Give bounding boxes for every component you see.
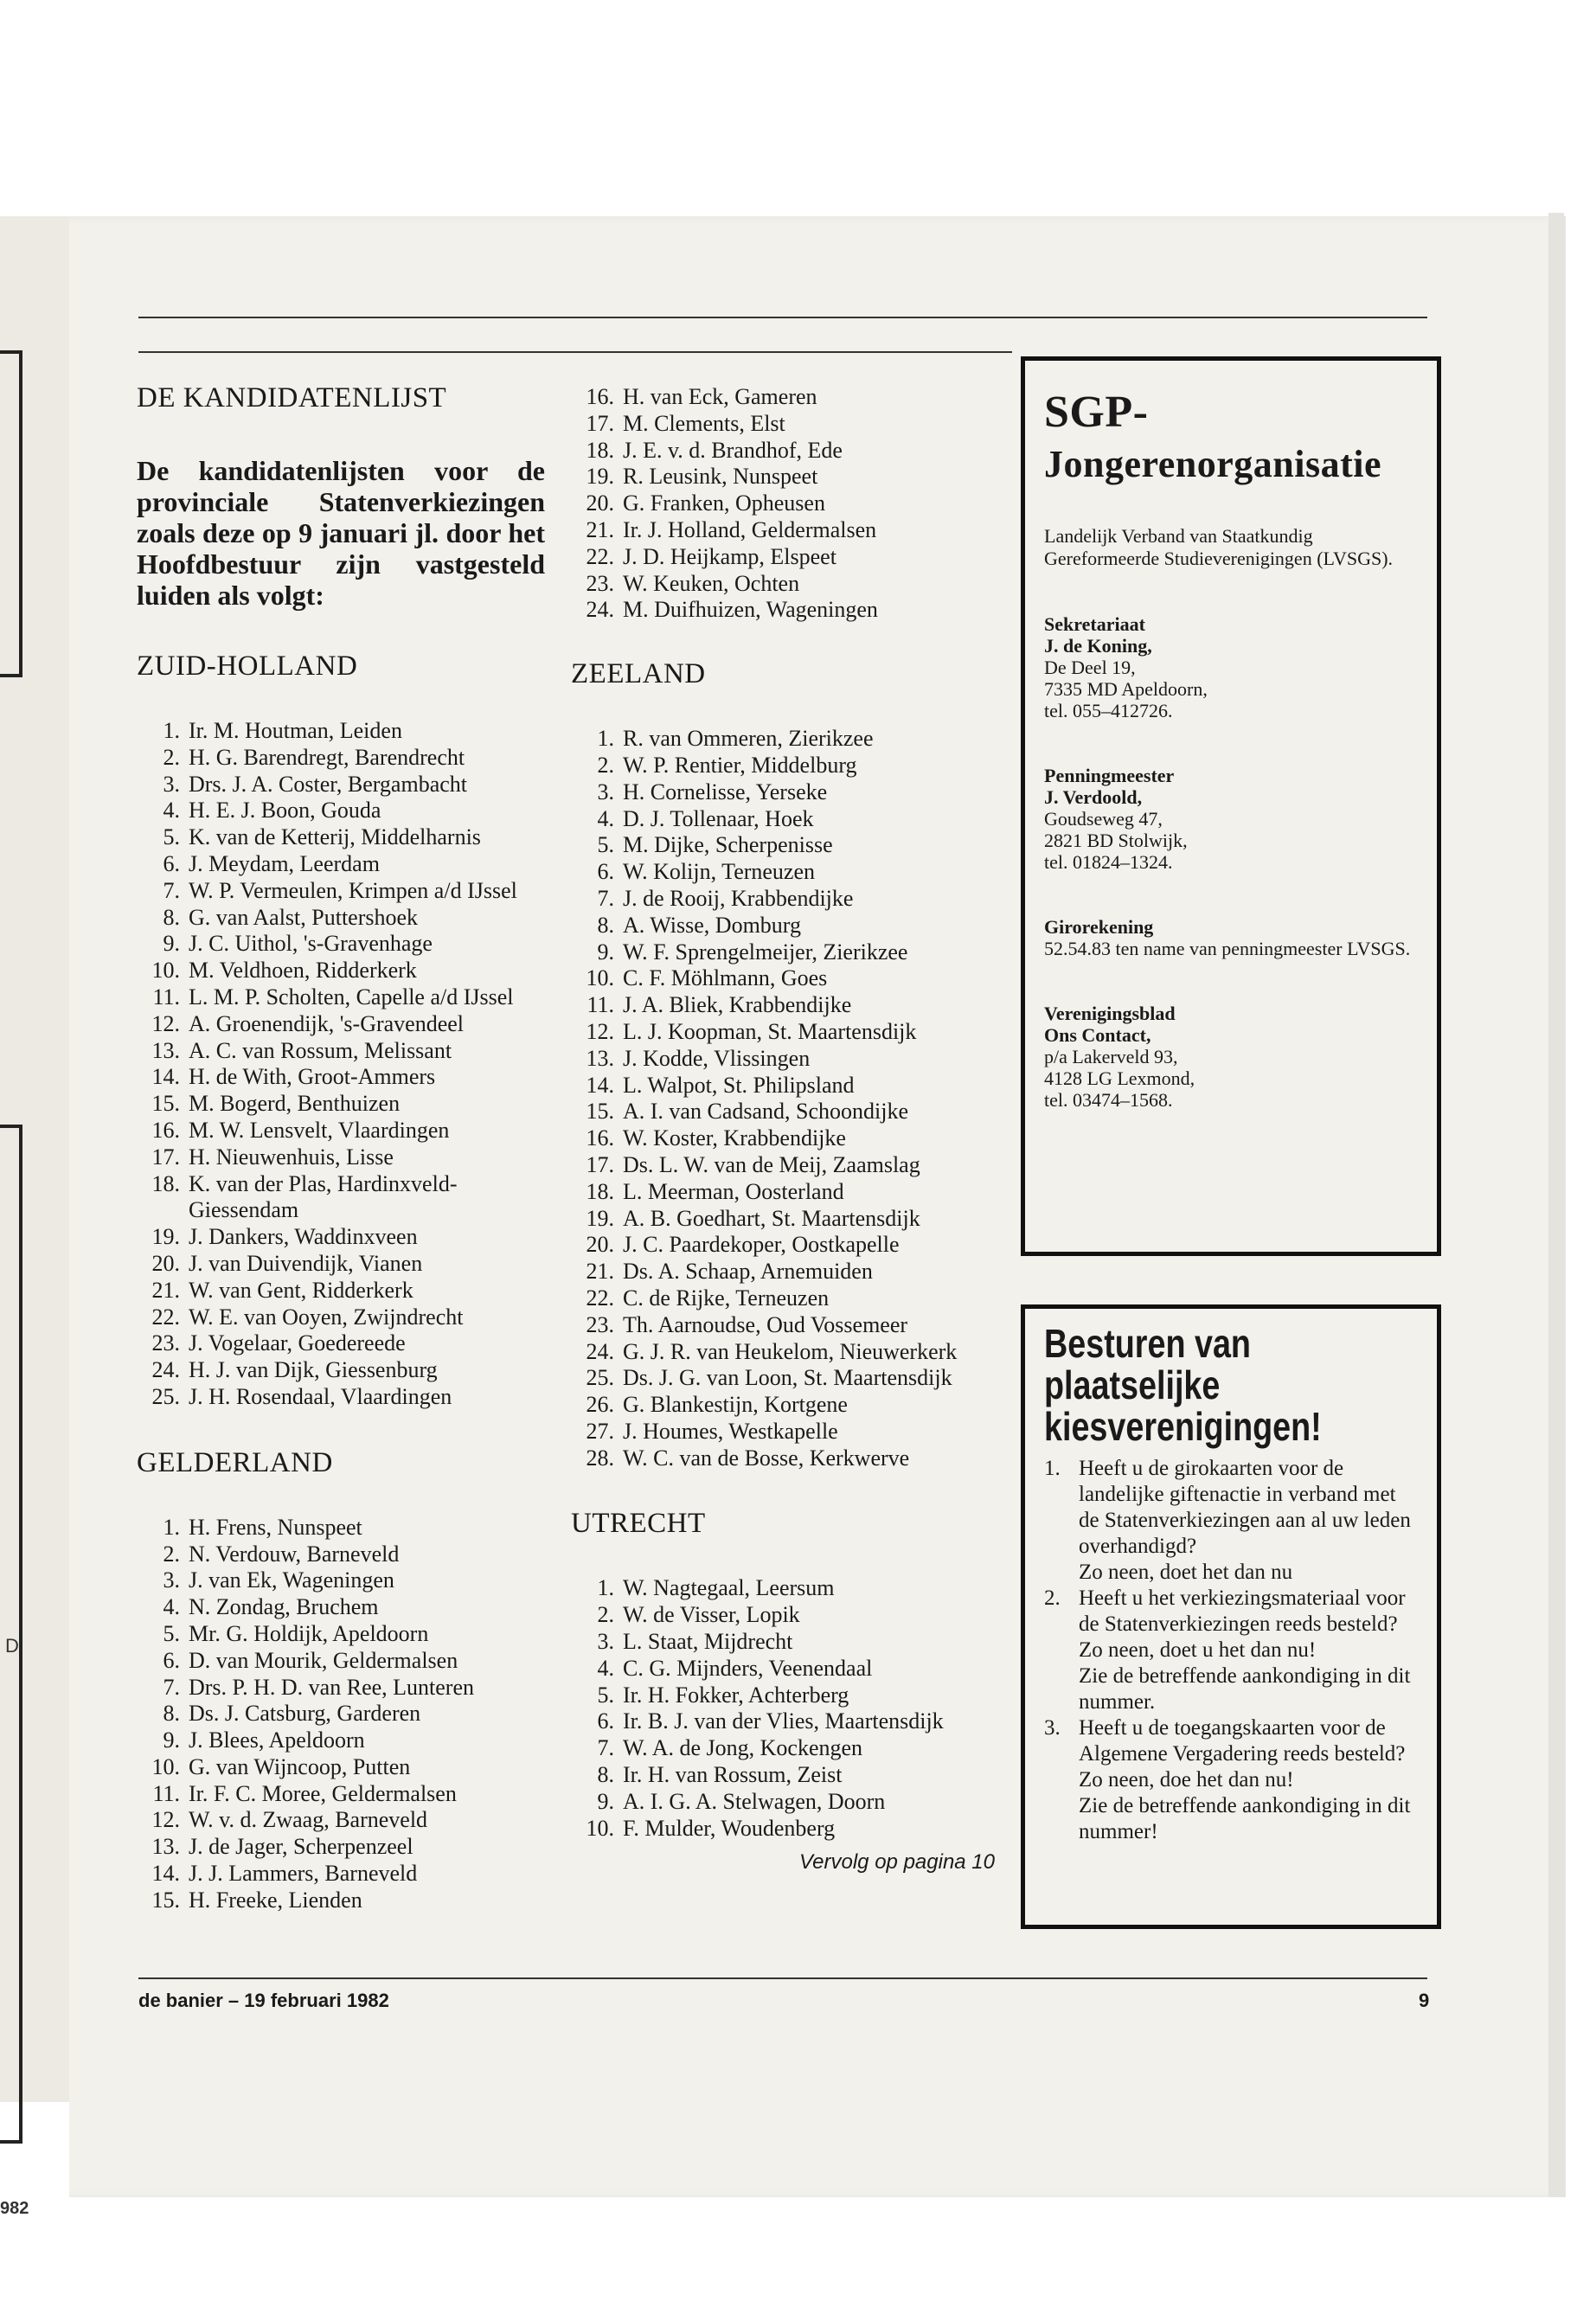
secretariat-label: Sekretariaat: [1044, 613, 1145, 635]
candidate-list-gelderland: [137, 1515, 545, 1914]
list-item: 6. J. Meydam, Leerdam: [163, 850, 380, 876]
organisation-description: Landelijk Verband van Staatkundig Gereformeerde Studieverenigingen (LVSGS).: [1044, 525, 1394, 569]
list-item: 27. J. Houmes, Westkapelle: [586, 1418, 838, 1444]
list-item: 28. W. C. van de Bosse, Kerkwerve: [586, 1445, 910, 1471]
list-item: 1. H. Frens, Nunspeet: [163, 1514, 362, 1540]
section-heading-zeeland: ZEELAND: [571, 658, 706, 690]
treasurer-address-2: 2821 BD Stolwijk,: [1044, 830, 1188, 851]
list-item: 7. W. P. Vermeulen, Krimpen a/d IJssel: [163, 877, 517, 903]
list-item: 16. H. van Eck, Gameren: [586, 384, 817, 409]
list-item: 14. H. de With, Groot-Ammers: [151, 1064, 436, 1090]
list-item: 23. J. Vogelaar, Goedereede: [151, 1330, 406, 1356]
sgp-youth-organisation-box: [1021, 356, 1441, 1256]
treasurer-phone: tel. 01824–1324.: [1044, 851, 1173, 873]
notice-answer: Zo neen, doe het dan nu!: [1079, 1768, 1294, 1791]
column-left: [137, 381, 545, 1914]
list-item: 17. M. Clements, Elst: [586, 410, 785, 436]
secretariat-address-1: De Deel 19,: [1044, 657, 1136, 678]
list-item: 5. M. Dijke, Scherpenisse: [597, 832, 833, 858]
treasurer-name: J. Verdoold,: [1044, 786, 1143, 808]
treasurer-address-1: Goudseweg 47,: [1044, 808, 1163, 830]
continued-on-page: Vervolg op pagina 10: [799, 1850, 995, 1875]
list-item: 8. Ds. J. Catsburg, Garderen: [163, 1701, 421, 1727]
list-item: 22. C. de Rijke, Terneuzen: [586, 1285, 830, 1311]
list-item: 11. J. A. Bliek, Krabbendijke: [586, 992, 852, 1018]
list-item: 21. Ir. J. Holland, Geldermalsen: [586, 516, 877, 542]
list-item: 9. J. Blees, Apeldoorn: [163, 1727, 365, 1753]
list-item: 25. J. H. Rosendaal, Vlaardingen: [151, 1383, 452, 1409]
notice-answer: Zo neen, doet het dan nu: [1079, 1561, 1293, 1584]
list-item: 24. G. J. R. van Heukelom, Nieuwerkerk: [586, 1338, 958, 1364]
candidate-list-zuid-holland: [137, 718, 545, 1411]
box-title-line-1: SGP-: [1044, 388, 1149, 437]
notice-question: Heeft u het verkiezingsmateriaal voor de Statenverkiezingen reeds besteld?: [1079, 1586, 1406, 1636]
list-item: 11. Ir. F. C. Moree, Geldermalsen: [152, 1780, 457, 1806]
list-item: 24. H. J. van Dijk, Giessenburg: [151, 1357, 438, 1383]
list-item: 3. H. Cornelisse, Yerseke: [597, 779, 828, 804]
list-item: 14. L. Walpot, St. Philipsland: [586, 1072, 855, 1098]
list-item: 14. J. J. Lammers, Barneveld: [151, 1861, 418, 1887]
list-item: 5. Mr. G. Holdijk, Apeldoorn: [163, 1620, 429, 1646]
list-item: 23. W. Keuken, Ochten: [586, 570, 800, 596]
list-item: 5. Ir. H. Fokker, Achterberg: [597, 1682, 849, 1708]
association-magazine-name: Ons Contact,: [1044, 1024, 1151, 1046]
list-item: 15. H. Freeke, Lienden: [151, 1887, 362, 1913]
list-item: 22. W. E. van Ooyen, Zwijndrecht: [151, 1304, 464, 1330]
column-middle: [571, 384, 995, 1875]
list-item: 1. W. Nagtegaal, Leersum: [597, 1575, 835, 1601]
association-magazine-address-1: p/a Lakerveld 93,: [1044, 1046, 1178, 1067]
list-item: 9. J. C. Uithol, 's-Gravenhage: [163, 931, 433, 957]
previous-page-number: 982: [0, 2199, 29, 2218]
association-magazine-label: Verenigingsblad: [1044, 1003, 1176, 1024]
list-item: 17. Ds. L. W. van de Meij, Zaamslag: [586, 1151, 920, 1177]
giro-account-text: 52.54.83 ten name van penningmeester LVSGS.: [1044, 938, 1411, 959]
list-item: 3. L. Staat, Mijdrecht: [597, 1629, 793, 1655]
list-item: 2. H. G. Barendregt, Barendrecht: [163, 744, 465, 770]
list-item: 13. J. de Jager, Scherpenzeel: [151, 1834, 413, 1860]
giro-account-label: Girorekening: [1044, 916, 1154, 938]
top-rule: [138, 317, 1427, 318]
association-magazine-address-2: 4128 LG Lexmond,: [1044, 1067, 1195, 1089]
notice-reference: Zie de betreffende aankondiging in dit nummer.: [1079, 1664, 1411, 1714]
previous-page-strip: [0, 216, 74, 2218]
list-item: 11. L. M. P. Scholten, Capelle a/d IJssel: [152, 984, 514, 1009]
list-item: 26. G. Blankestijn, Kortgene: [586, 1392, 848, 1418]
list-item: 25. Ds. J. G. van Loon, St. Maartensdijk: [586, 1365, 952, 1391]
footer-publication: de banier – 19 februari 1982: [138, 1990, 389, 2011]
list-item: 12. W. v. d. Zwaag, Barneveld: [151, 1807, 428, 1833]
notice-items: [1044, 1456, 1418, 1845]
list-item: 19. R. Leusink, Nunspeet: [586, 464, 818, 490]
section-heading-gelderland: GELDERLAND: [137, 1446, 333, 1478]
list-item: 17. H. Nieuwenhuis, Lisse: [151, 1144, 394, 1170]
page-edge: [1548, 213, 1564, 2197]
association-magazine-phone: tel. 03474–1568.: [1044, 1089, 1173, 1111]
list-item: 3. Drs. J. A. Coster, Bergambacht: [163, 771, 467, 797]
list-item: 23. Th. Aarnoudse, Oud Vossemeer: [586, 1311, 908, 1337]
list-item: 3. J. van Ek, Wageningen: [163, 1567, 394, 1593]
list-item: 10. M. Veldhoen, Ridderkerk: [151, 958, 417, 984]
local-boards-notice-box: [1021, 1304, 1441, 1929]
list-item: 6. Ir. B. J. van der Vlies, Maartensdijk: [597, 1708, 944, 1734]
list-item: 24. M. Duifhuizen, Wageningen: [586, 597, 878, 623]
list-item: 13. J. Kodde, Vlissingen: [586, 1045, 811, 1071]
list-item: 12. A. Groenendijk, 's-Gravendeel: [151, 1010, 465, 1036]
list-item: 10. F. Mulder, Woudenberg: [586, 1815, 836, 1841]
notice-item: 1. Heeft u de girokaarten voor de landelijke giftenactie in verband met de Statenverkiezingen aan al uw leden overhandigd? Zo neen, doet het dan nu: [1044, 1456, 1418, 1586]
list-item: 9. W. F. Sprengelmeijer, Zierikzee: [597, 939, 908, 965]
footer-page-number: 9: [1419, 1990, 1430, 2011]
list-item: 2. W. de Visser, Lopik: [597, 1602, 800, 1628]
list-item: 18. L. Meerman, Oosterland: [586, 1178, 844, 1204]
list-item: 15. A. I. van Cadsand, Schoondijke: [586, 1099, 909, 1125]
list-item: 1. R. van Ommeren, Zierikzee: [597, 726, 874, 752]
treasurer-block: [1044, 765, 1418, 873]
notice-question: Heeft u de toegangskaarten voor de Algemene Vergadering reeds besteld?: [1079, 1716, 1406, 1766]
list-item: 20. J. van Duivendijk, Vianen: [151, 1250, 423, 1276]
previous-page-box: [0, 350, 22, 677]
notice-reference: Zie de betreffende aankondiging in dit nummer!: [1079, 1794, 1411, 1843]
list-item: 22. J. D. Heijkamp, Elspeet: [586, 543, 836, 569]
list-item: 6. W. Kolijn, Terneuzen: [597, 859, 816, 885]
list-item: 20. J. C. Paardekoper, Oostkapelle: [586, 1232, 900, 1258]
list-item: 8. Ir. H. van Rossum, Zeist: [597, 1762, 843, 1788]
column-rule: [138, 351, 1012, 353]
list-item: 18. J. E. v. d. Brandhof, Ede: [586, 437, 843, 463]
list-item: 8. G. van Aalst, Puttershoek: [163, 904, 419, 930]
association-magazine-block: [1044, 1003, 1418, 1111]
list-item: 16. W. Koster, Krabbendijke: [586, 1125, 846, 1151]
list-item: 7. Drs. P. H. D. van Ree, Lunteren: [163, 1674, 474, 1700]
list-item: 13. A. C. van Rossum, Melissant: [151, 1037, 452, 1063]
list-item: 9. A. I. G. A. Stelwagen, Doorn: [597, 1788, 886, 1814]
list-item: 5. K. van de Ketterij, Middelharnis: [163, 824, 481, 850]
list-item: 18. K. van der Plas, Hardinxveld-Giessendam: [151, 1170, 458, 1223]
list-item: 19. A. B. Goedhart, St. Maartensdijk: [586, 1205, 920, 1231]
list-item: 7. W. A. de Jong, Kockengen: [597, 1735, 863, 1761]
secretariat-name: J. de Koning,: [1044, 635, 1152, 657]
giro-account-block: [1044, 916, 1418, 959]
list-item: 19. J. Dankers, Waddinxveen: [151, 1224, 418, 1250]
notice-item: 2. Heeft u het verkiezingsmateriaal voor de Statenverkiezingen reeds besteld? Zo neen, doet u het dan nu! Zie de betreffende aankondiging in dit nummer.: [1044, 1586, 1418, 1715]
list-item: 10. C. F. Möhlmann, Goes: [586, 965, 828, 991]
secretariat-block: [1044, 613, 1418, 721]
list-item: 20. G. Franken, Opheusen: [586, 490, 825, 516]
notice-title: Besturen van plaatselijke kiesverenigingen!: [1044, 1321, 1322, 1449]
candidate-list-zeeland: [571, 726, 995, 1471]
list-item: 1. Ir. M. Houtman, Leiden: [163, 718, 402, 743]
list-item: 21. Ds. A. Schaap, Arnemuiden: [586, 1259, 873, 1285]
candidate-list-utrecht: [571, 1575, 995, 1842]
notice-item: 3. Heeft u de toegangskaarten voor de Algemene Vergadering reeds besteld? Zo neen, doe het dan nu! Zie de betreffende aankondiging in dit nummer!: [1044, 1715, 1418, 1845]
list-item: 15. M. Bogerd, Benthuizen: [151, 1091, 401, 1117]
list-item: 8. A. Wisse, Domburg: [597, 912, 801, 938]
list-item: 21. W. van Gent, Ridderkerk: [151, 1277, 413, 1303]
list-item: 4. H. E. J. Boon, Gouda: [163, 798, 381, 824]
list-item: 4. D. J. Tollenaar, Hoek: [597, 805, 814, 831]
article-intro: De kandidatenlijsten voor de provinciale Statenverkiezingen zoals deze op 9 januari jl. door het Hoofdbestuur zijn vastgesteld luiden als volgt:: [137, 455, 545, 611]
section-heading-zuid-holland: ZUID-HOLLAND: [137, 651, 358, 682]
footer-rule: [138, 1977, 1427, 1979]
secretariat-address-2: 7335 MD Apeldoorn,: [1044, 678, 1208, 700]
article-title: DE KANDIDATENLIJST: [137, 382, 447, 413]
list-item: 10. G. van Wijncoop, Putten: [151, 1753, 411, 1779]
list-item: 2. W. P. Rentier, Middelburg: [597, 752, 857, 778]
previous-page-box: [0, 1125, 22, 2144]
box-title-line-2: Jongerenorganisatie: [1044, 443, 1381, 485]
list-item: 6. D. van Mourik, Geldermalsen: [163, 1647, 458, 1673]
previous-page-margin-letter: D: [5, 1635, 19, 1657]
treasurer-label: Penningmeester: [1044, 765, 1175, 786]
list-item: 12. L. J. Koopman, St. Maartensdijk: [586, 1018, 917, 1044]
notice-question: Heeft u de girokaarten voor de landelijke giftenactie in verband met de Statenverkiezingen aan al uw leden overhandigd?: [1079, 1457, 1411, 1558]
candidate-list-gelderland-continued: [571, 384, 995, 624]
notice-answer: Zo neen, doet u het dan nu!: [1079, 1638, 1317, 1662]
list-item: 4. C. G. Mijnders, Veenendaal: [597, 1655, 873, 1681]
list-item: 4. N. Zondag, Bruchem: [163, 1594, 379, 1620]
secretariat-phone: tel. 055–412726.: [1044, 700, 1173, 721]
list-item: 2. N. Verdouw, Barneveld: [163, 1541, 400, 1567]
list-item: 7. J. de Rooij, Krabbendijke: [597, 885, 854, 911]
section-heading-utrecht: UTRECHT: [571, 1508, 706, 1540]
list-item: 16. M. W. Lensvelt, Vlaardingen: [151, 1117, 450, 1143]
